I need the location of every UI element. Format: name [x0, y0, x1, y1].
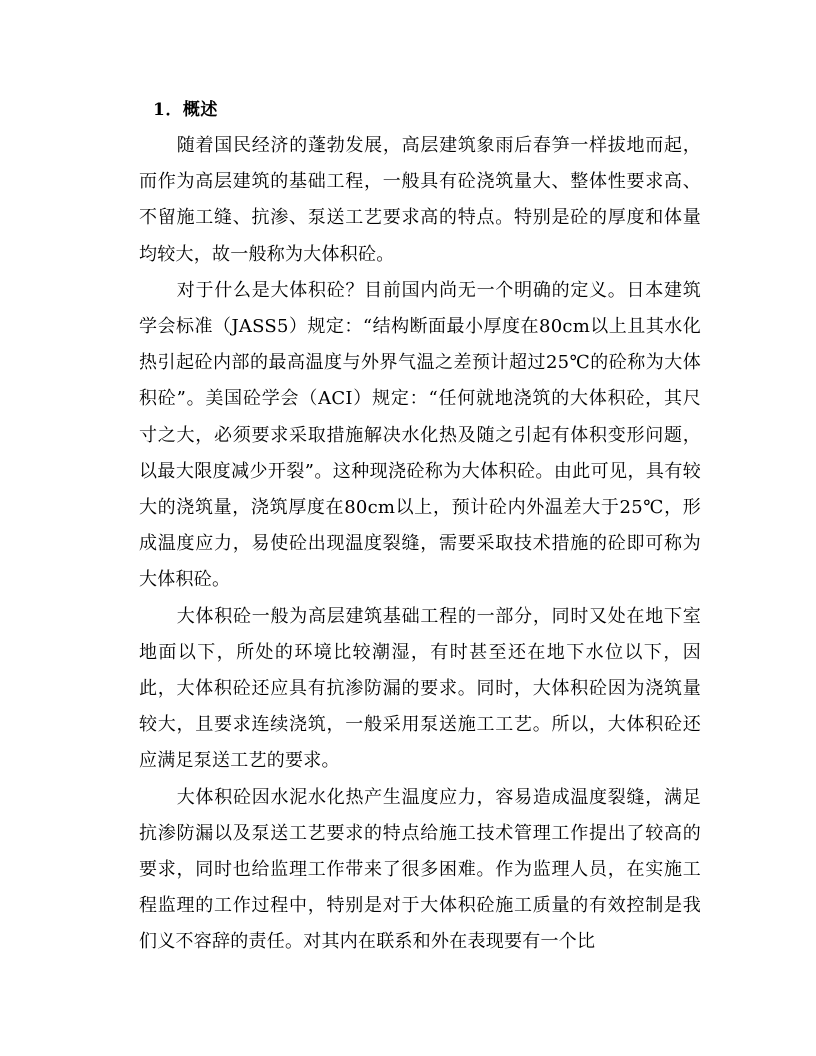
paragraph-4: 大体积砼因水泥水化热产生温度应力，容易造成温度裂缝，满足抗渗防漏以及泵送工艺要求的特点给施工技术管理工作提出了较高的要求，同时也给监理工作带来了很多困难。作为监理人员，在实施工程监理的工作过程中，特别是对于大体积砼施工质量的有效控制是我们义不容辞的责任。对其内在联系和外在表现要有一个比: [139, 786, 701, 953]
section-heading: 1．概述: [153, 100, 218, 120]
page-content: [139, 92, 701, 961]
paragraph-1: 随着国民经济的蓬勃发展，高层建筑象雨后春笋一样拔地而起，而作为高层建筑的基础工程，一般具有砼浇筑量大、整体性要求高、不留施工缝、抗渗、泵送工艺要求高的特点。特别是砼的厚度和体量均较大，故一般称为大体积砼。: [139, 135, 701, 265]
paragraph-2: 对于什么是大体积砼？目前国内尚无一个明确的定义。日本建筑学会标准（JASS5）规定：“结构断面最小厚度在80cm以上且其水化热引起砼内部的最高温度与外界气温之差预计超过25℃的砼称为大体积砼”。美国砼学会（ACI）规定：“任何就地浇筑的大体积砼，其尺寸之大，必须要求采取措施解决水化热及随之引起有体积变形问题，以最大限度减少开裂”。这种现浇砼称为大体积砼。由此可见，具有较大的浇筑量，浇筑厚度在80cm以上，预计砼内外温差大于25℃，形成温度应力，易使砼出现温度裂缝，需要采取技术措施的砼即可称为大体积砼。: [139, 279, 701, 591]
paragraph-3: 大体积砼一般为高层建筑基础工程的一部分，同时又处在地下室地面以下，所处的环境比较潮湿，有时甚至还在地下水位以下，因此，大体积砼还应具有抗渗防漏的要求。同时，大体积砼因为浇筑量较大，且要求连续浇筑，一般采用泵送施工工艺。所以，大体积砼还应满足泵送工艺的要求。: [139, 605, 701, 772]
